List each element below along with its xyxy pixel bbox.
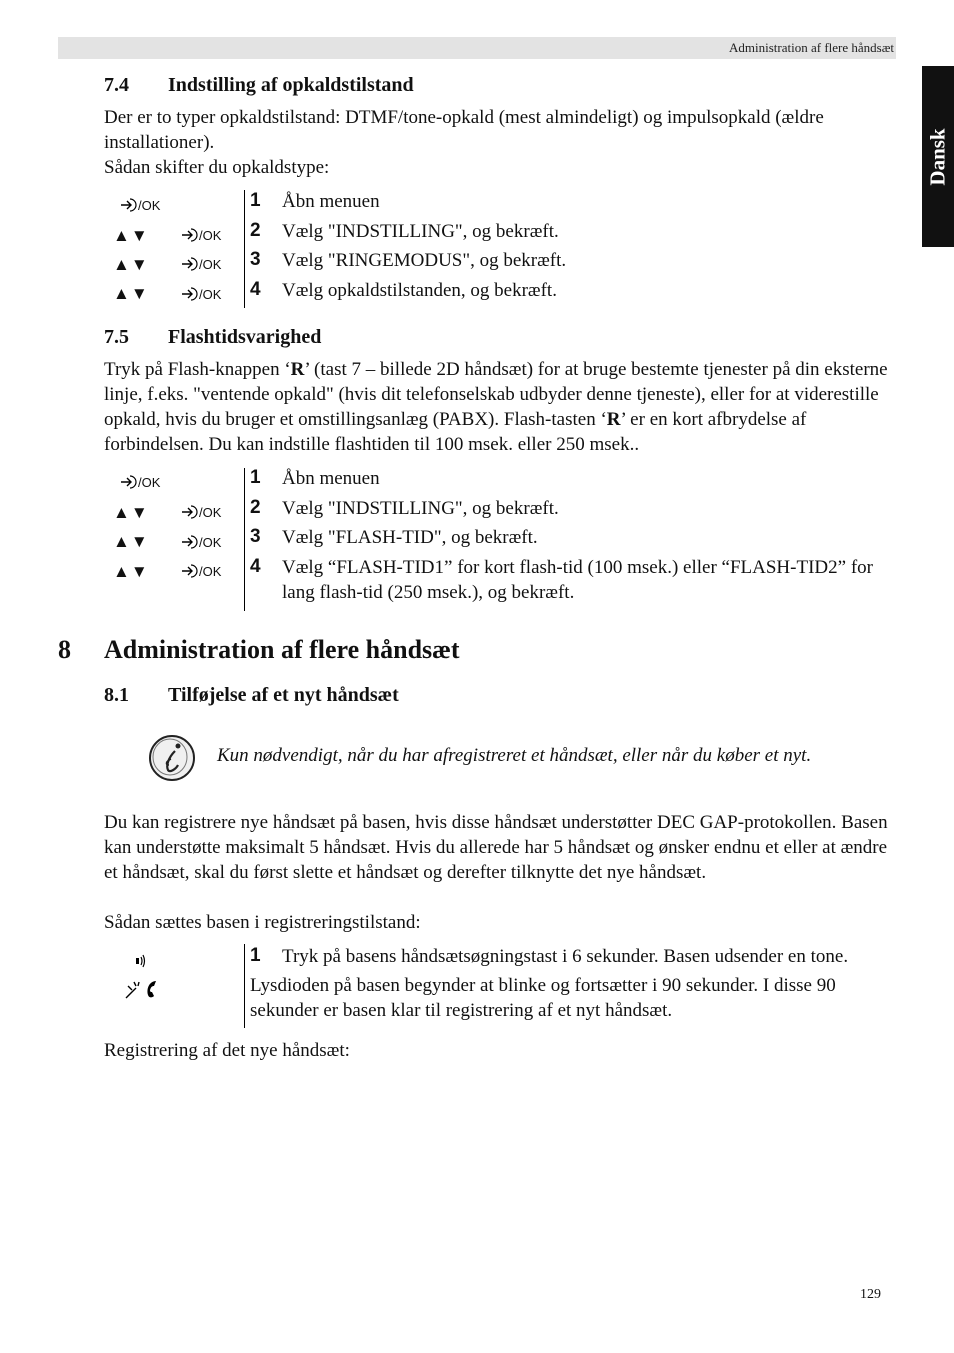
step-number: 3 [250, 526, 261, 547]
note-text: Kun nødvendigt, når du har afregistreret et håndsæt, eller når du køber et nyt. [217, 745, 812, 766]
up-down-arrows-icon: ▲▼ [113, 255, 149, 274]
menu-ok-icon [181, 535, 221, 550]
flash-key-letter: R [606, 409, 621, 430]
ok-label: /OK [199, 505, 222, 520]
step-number: 1 [250, 945, 261, 966]
menu-ok-icon [120, 198, 160, 213]
ok-label: /OK [199, 564, 222, 579]
up-down-arrows-icon: ▲▼ [113, 284, 149, 303]
step-number: 4 [250, 556, 261, 577]
section-7-5-paragraph [104, 357, 899, 457]
menu-ok-icon [120, 475, 160, 490]
menu-ok-icon [181, 228, 221, 243]
menu-ok-icon [181, 564, 221, 579]
info-note-icon [148, 734, 196, 782]
ok-label: /OK [199, 228, 222, 243]
flash-key-letter: R [290, 359, 305, 380]
up-down-arrows-icon: ▲▼ [113, 532, 149, 551]
step-number: 1 [250, 190, 261, 211]
section-title: Indstilling af opkaldstilstand [168, 74, 414, 96]
menu-ok-icon [181, 257, 221, 272]
section-8-1-instruction: Sådan sættes basen i registreringstilstand: [104, 912, 421, 933]
up-down-arrows-icon: ▲▼ [113, 562, 149, 581]
step-continuation: Lysdioden på basen begynder at blinke og fortsætter i 90 sekunder. I disse 90 sekunder er basen klar til registrering af et nyt håndsæt. [250, 975, 836, 1021]
chapter-8-heading [58, 635, 460, 665]
language-tab-label: Dansk [925, 127, 950, 186]
step-number: 4 [250, 279, 261, 300]
step-text: Vælg "INDSTILLING", og bekræft. [282, 498, 559, 519]
page-handset-icon [132, 952, 148, 973]
step-number: 1 [250, 467, 261, 488]
step-text: Vælg "RINGEMODUS", og bekræft. [282, 250, 567, 271]
step-divider [244, 190, 245, 308]
section-number: 7.4 [104, 74, 129, 96]
running-header: Administration af flere håndsæt [729, 40, 894, 55]
section-7-4-intro: Der er to typer opkaldstilstand: DTMF/tone-opkald (mest almindeligt) og impulsopkald (ældre installationer). [104, 107, 824, 153]
step-number: 2 [250, 220, 261, 241]
section-7-4-heading [104, 74, 414, 97]
section-title: Tilføjelse af et nyt håndsæt [168, 684, 399, 706]
chapter-number: 8 [58, 635, 71, 664]
step-text: Åbn menuen [282, 468, 380, 489]
step-text: Vælg "INDSTILLING", og bekræft. [282, 221, 559, 242]
menu-ok-icon [181, 505, 221, 520]
menu-ok-icon [181, 287, 221, 302]
section-title: Flashtidsvarighed [168, 326, 322, 348]
text-run: ’ er en kort afbrydelse af forbindelsen. Du kan indstille flashtiden til 100 msek. eller 250 msek.. [104, 409, 807, 455]
step-number: 3 [250, 249, 261, 270]
step-text: Vælg "FLASH-TID", og bekræft. [282, 527, 538, 548]
step-text: Åbn menuen [282, 191, 380, 212]
page-number: 129 [860, 1287, 881, 1302]
section-8-1-paragraph: Du kan registrere nye håndsæt på basen, hvis disse håndsæt understøtter DEC GAP-protokollen. Basen kan understøtte maksimalt 5 håndsæt. Hvis du allerede har 5 håndsæt og ønsker endnu et eller at ændre et håndsæt, skal du først slette et håndsæt og derefter tilknytte det nye håndsæt. [104, 812, 888, 883]
language-tab [922, 66, 954, 247]
text-run: Tryk på Flash-knappen ‘ [104, 359, 291, 380]
ok-label: /OK [199, 257, 222, 272]
step-text: Vælg opkaldstilstanden, og bekræft. [282, 280, 557, 301]
chapter-title: Administration af flere håndsæt [104, 635, 460, 664]
step-text: Tryk på basens håndsætsøgningstast i 6 sekunder. Basen udsender en tone. [282, 946, 849, 967]
step-number: 2 [250, 497, 261, 518]
ok-label: /OK [199, 535, 222, 550]
section-number: 8.1 [104, 684, 129, 706]
section-number: 7.5 [104, 326, 129, 348]
up-down-arrows-icon: ▲▼ [113, 226, 149, 245]
step-divider [244, 468, 245, 611]
base-led-icon [124, 978, 162, 1005]
ok-label: /OK [138, 475, 161, 490]
registration-heading-text: Registrering af det nye håndsæt: [104, 1040, 350, 1061]
step-text: Vælg “FLASH-TID1” for kort flash-tid (100 msek.) eller “FLASH-TID2” for lang flash-tid (250 msek.), og bekræft. [282, 557, 873, 603]
section-7-4-instruction: Sådan skifter du opkaldstype: [104, 157, 330, 178]
ok-label: /OK [199, 287, 222, 302]
step-divider [244, 944, 245, 1028]
section-7-5-heading [104, 326, 321, 349]
ok-label: /OK [138, 198, 161, 213]
up-down-arrows-icon: ▲▼ [113, 503, 149, 522]
text-run: ’ (tast 7 – billede 2D håndsæt) for at bruge bestemte tjenester på din eksterne linje, f.eks. "ventende opkald" (hvis dit telefonselskab udbyder denne tjeneste), eller for at viderestille opkald, hvis du bruger et omstillingsanlæg (PABX). Flash-tasten ‘ [104, 359, 888, 430]
section-8-1-heading [104, 684, 399, 707]
